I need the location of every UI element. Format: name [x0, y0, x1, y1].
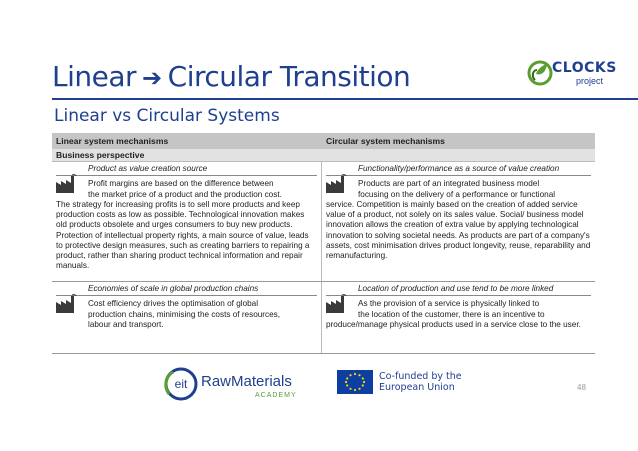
cell-heading: Economies of scale in global production chains — [56, 284, 317, 296]
cell-body: produce/manage physical products used in a service close to the user. — [326, 319, 581, 329]
table-cell — [322, 162, 595, 281]
comparison-table — [52, 133, 595, 357]
cell-line: Profit margins are based on the difference between — [88, 179, 274, 189]
title-linear: Linear — [52, 60, 137, 93]
title-circular: Circular Transition — [167, 60, 411, 93]
eit-name: RawMaterials — [201, 373, 292, 390]
page-number: 48 — [577, 383, 586, 392]
eu-cofunded-text — [379, 371, 462, 394]
cell-line: focusing on the delivery of a performance or functional — [358, 189, 556, 199]
factory-icon — [325, 174, 347, 194]
table-row — [52, 162, 595, 282]
table-cell — [322, 282, 595, 353]
cell-line: the market price of a product and the production cost. — [88, 189, 282, 199]
eu-line-1: Co-funded by the — [379, 371, 462, 382]
cell-line: labour and transport. — [88, 319, 164, 329]
arrow-right-icon: ➔ — [142, 64, 162, 92]
cell-body: service. Competition is mainly based on the creation of added service value of a product, not solely on its sales value. Social/ business model innovation allows the creation of extra value by applying technological innovation to solving societal needs. As products are part of a company's assets, cost minimisation drives product longevity, reuse, reparability and remanufacturing. — [326, 199, 591, 260]
table-header-row — [52, 133, 595, 149]
cell-heading: Location of production and use tend to be more linked — [326, 284, 591, 296]
cell-body: The strategy for increasing profits is to sell more products and keep production costs as low as possible. Technological innovation makes old products obsolete and urges consumers to buy new products. Protection of intellectual property rights, a main source of value, leads to protective design measures, such as creating barriers to repairing a product, rather than sharing product technical information and repair manuals. — [56, 199, 310, 271]
cell-line: Cost efficiency drives the optimisation of global — [88, 299, 259, 309]
cell-line: the location of the customer, there is an incentive to — [358, 309, 545, 319]
factory-icon — [55, 174, 77, 194]
logo-name: CLOCKS — [552, 60, 617, 76]
eu-line-2: European Union — [379, 382, 455, 394]
eit-rawmaterials-logo-icon — [163, 366, 313, 402]
factory-icon — [325, 294, 347, 314]
eit-prefix: eit — [174, 377, 188, 391]
header-linear: Linear system mechanisms — [56, 135, 169, 146]
table-cell — [52, 162, 322, 281]
slide-subtitle: Linear vs Circular Systems — [54, 106, 280, 126]
eu-flag-icon — [337, 370, 373, 394]
cell-line: As the provision of a service is physically linked to — [358, 299, 540, 309]
cell-heading: Functionality/performance as a source of value creation — [326, 164, 591, 176]
cell-line: production chains, minimising the costs of resources, — [88, 309, 281, 319]
title-divider — [52, 98, 638, 100]
eit-sub: ACADEMY — [255, 392, 297, 399]
cell-line: Products are part of an integrated business model — [358, 179, 540, 189]
table-row — [52, 282, 595, 354]
header-circular: Circular system mechanisms — [326, 135, 445, 146]
section-row: Business perspective — [52, 149, 595, 162]
factory-icon — [55, 294, 77, 314]
cell-heading: Product as value creation source — [56, 164, 317, 176]
table-cell — [52, 282, 322, 353]
slide-title — [52, 60, 410, 93]
logo-sub: project — [576, 76, 604, 86]
